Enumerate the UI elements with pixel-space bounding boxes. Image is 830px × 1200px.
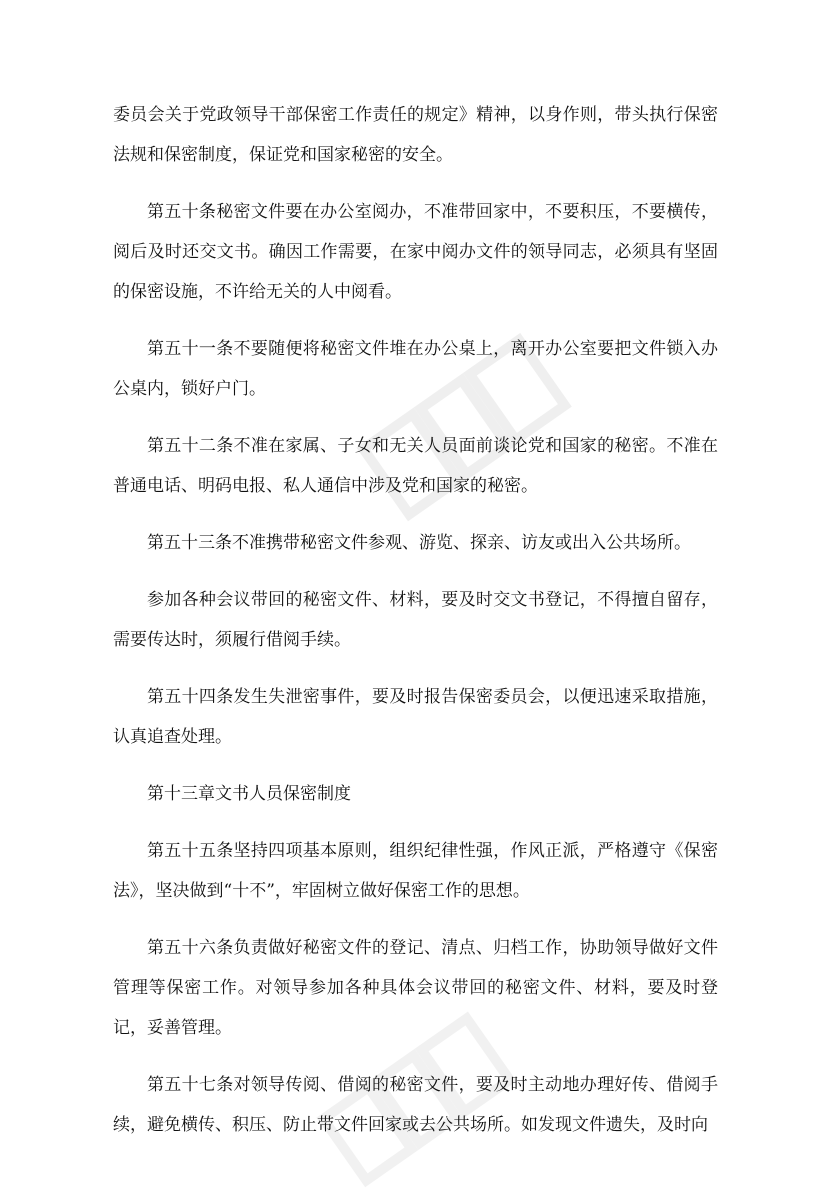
article-53: 第五十三条不准携带秘密文件参观、游览、探亲、访友或出入公共场所。 [147, 533, 691, 553]
article-54: 第五十四条发生失泄密事件，要及时报告保密委员会，以便迅速采取措施，认真追查处理。 [113, 687, 718, 747]
article-52: 第五十二条不准在家属、子女和无关人员面前谈论党和国家的秘密。不准在普通电话、明码电报、私人通信中涉及党和国家的秘密。 [113, 436, 718, 496]
article-55: 第五十五条坚持四项基本原则，组织纪律性强，作风正派，严格遵守《保密法》，坚决做到“十不”，牢固树立做好保密工作的思想。 [113, 841, 718, 901]
document-body [113, 95, 718, 1162]
article-57: 第五十七条对领导传阅、借阅的秘密文件，要及时主动地办理好传、借阅手续，避免横传、积压、防止带文件回家或去公共场所。如发现文件遗失，及时向 [113, 1075, 718, 1135]
article-56: 第五十六条负责做好秘密文件的登记、清点、归档工作，协助领导做好文件管理等保密工作。对领导参加各种具体会议带回的秘密文件、材料，要及时登记，妥善管理。 [113, 938, 718, 1038]
article-53-continuation: 参加各种会议带回的秘密文件、材料，要及时交文书登记，不得擅自留存，需要传达时，须履行借阅手续。 [113, 590, 718, 650]
article-51: 第五十一条不要随便将秘密文件堆在办公桌上，离开办公室要把文件锁入办公桌内，锁好户门。 [113, 339, 718, 399]
article-50: 第五十条秘密文件要在办公室阅办，不准带回家中，不要积压，不要横传，阅后及时还交文书。确因工作需要，在家中阅办文件的领导同志，必须具有坚固的保密设施，不许给无关的人中阅看。 [113, 202, 718, 302]
paragraph-continuation: 委员会关于党政领导干部保密工作责任的规定》精神，以身作则，带头执行保密法规和保密制度，保证党和国家秘密的安全。 [113, 105, 718, 165]
chapter-13-heading: 第十三章文书人员保密制度 [147, 784, 351, 804]
